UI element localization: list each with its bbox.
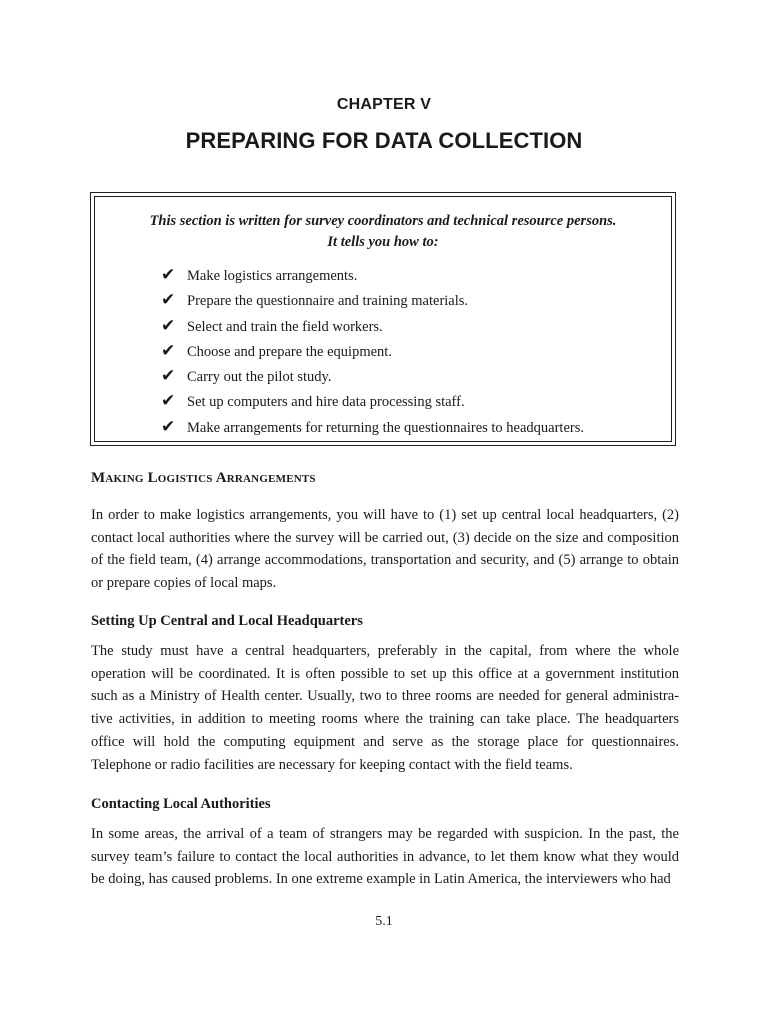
summary-box [90, 192, 676, 446]
check-icon: ✔ [161, 315, 176, 336]
subsection-paragraph-authorities: In some areas, the arrival of a team of strangers may be regarded with suspicion. In the past, the survey team’s failure to contact the local authorities in advance, to let them know what they would be doing, has caused problems. In one extreme example in Latin America, the interviewers who had [91, 826, 679, 888]
check-icon: ✔ [161, 290, 176, 311]
page-number: 5.1 [375, 914, 393, 929]
checklist-item-text: Choose and prepare the equipment. [187, 343, 392, 360]
checklist-item [161, 339, 584, 364]
summary-intro-line-2: It tells you how to: [327, 234, 439, 250]
chapter-label: CHAPTER V [336, 96, 432, 113]
check-icon: ✔ [161, 416, 176, 437]
checklist-item-text: Make logistics arrangements. [187, 268, 358, 284]
section-heading: Making Logistics Arrangements [91, 470, 316, 486]
checklist-item [161, 415, 584, 440]
summary-intro-line-1: This section is written for survey coordinators and technical resource persons. [149, 213, 617, 229]
checklist-item [161, 314, 584, 339]
checklist-item [161, 288, 584, 313]
checklist-item-text: Set up computers and hire data processing staff. [187, 394, 465, 411]
subsection-heading-authorities: Contacting Local Authorities [91, 796, 271, 812]
checklist-item-text: Prepare the questionnaire and training materials. [187, 293, 469, 310]
checklist-item [161, 263, 584, 288]
checklist-item [161, 389, 584, 414]
summary-box-inner-border [94, 196, 672, 442]
checklist-item [161, 364, 584, 389]
check-icon: ✔ [161, 340, 176, 361]
subsection-heading-headquarters: Setting Up Central and Local Headquarters [91, 613, 363, 629]
checklist-item-text: Carry out the pilot study. [187, 369, 332, 386]
checklist-item-text: Select and train the field workers. [187, 318, 383, 335]
check-icon: ✔ [161, 391, 176, 412]
summary-checklist [161, 263, 584, 440]
check-icon: ✔ [161, 265, 176, 285]
summary-intro [95, 211, 671, 253]
check-icon: ✔ [161, 366, 176, 387]
checklist-item-text: Make arrangements for returning the questionnaires to headquarters. [187, 419, 584, 436]
subsection-paragraph-headquarters: The study must have a central headquarters, preferably in the capital, from where the whole operation will be coordinated. It is often possible to set up this office at a government institution such as a Ministry of Health center. Usually, two to three rooms are needed for general administrative activities, in addition to meeting rooms where the training can take place. The headquarters office will hold the computing equipment and serve as the storage place for questionnaires. Telephone or radio facilities are necessary for keeping contact with the field teams. [91, 643, 679, 773]
chapter-title: PREPARING FOR DATA COLLECTION [185, 128, 583, 153]
section-intro-paragraph: In order to make logistics arrangements, you will have to (1) set up central local headquarters, (2) contact local authorities where the survey will be carried out, (3) decide on the size and composition of the field team, (4) arrange accommodations, transportation and security, and (5) arrange to obtain or prepare copies of local maps. [91, 507, 679, 592]
